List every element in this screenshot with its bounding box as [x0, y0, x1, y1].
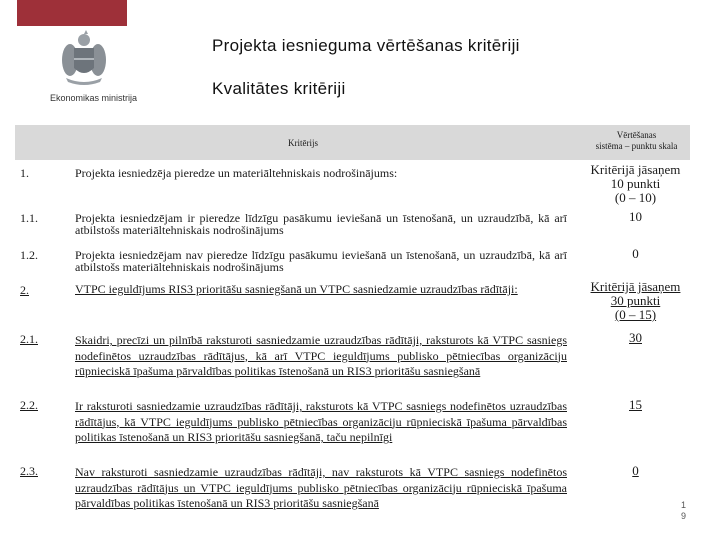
row-text: Skaidri, precīzi un pilnībā raksturoti sasniedzamie uzraudzības rādītāji, raksturots kā VTPC sasniegs nodefinētos uzraudzības rādītājus, kā arī VTPC ieguldījums publisko pētniecības organizāciju rūpnieciskā īpašuma pārvaldības politikas īstenošanā un RIS3 prioritāšu sasniegšanā — [75, 333, 567, 378]
table-header-score-line1: Vērtēšanas — [616, 130, 657, 140]
row-text: Projekta iesniedzēja pieredze un materiāltehniskais nodrošinājums: — [75, 166, 398, 180]
row-text: Projekta iesniedzējam nav pieredze līdzīgu pasākumu ieviešanā un īstenošanā, un uzraudzībā, kā arī atbilstošs materiāltehniskais nodrošinājums — [75, 249, 567, 273]
row-text: Ir raksturoti sasniedzamie uzraudzības rādītāji, raksturots kā VTPC sasniegs nodefinētos uzraudzības rādītājus, kā VTPC ieguldījums publisko pētniecības organizāciju rūpnieciskā īpašuma pārvaldības politikas īstenošanā un RIS3 prioritāšu sasniegšanā, taču nepilnīgi — [75, 399, 567, 444]
page-subtitle: Kvalitātes kritēriji — [212, 79, 346, 98]
row-number: 2. — [20, 283, 29, 297]
row-text: Nav raksturoti sasniedzamie uzraudzības rādītāji, nav raksturots kā VTPC sasniegs nodefinētos uzraudzības rādītājus un VTPC ieguldījums publisko pētniecības organizāciju rūpnieciskā īpašuma pārvaldības politikas īstenošanā un RIS3 prioritāšu sasniegšanā — [75, 465, 567, 510]
row-score: 30 — [629, 330, 642, 345]
score-line: (0 – 15) — [614, 307, 657, 322]
row-number: 1. — [20, 166, 29, 180]
row-score-requirement — [583, 280, 688, 322]
row-score: 15 — [629, 397, 642, 412]
score-line: Kritērijā jāsaņem — [590, 279, 681, 294]
table-header-score-line2: sistēma – punktu skala — [595, 141, 678, 151]
page-number — [681, 500, 686, 522]
row-text: Projekta iesniedzējam ir pieredze līdzīgu pasākumu ieviešanā un īstenošanā, un uzraudzībā, kā arī atbilstošs materiāltehniskais nodrošinājums — [75, 212, 567, 236]
score-line: 30 punkti — [610, 293, 661, 308]
row-number: 1.1. — [20, 211, 38, 225]
page-number-digit: 9 — [681, 511, 687, 521]
page-number-digit: 1 — [681, 500, 687, 510]
row-text: VTPC ieguldījums RIS3 prioritāšu sasniegšanā un VTPC sasniedzamie uzraudzības rādītāji: — [75, 283, 518, 296]
page-title: Projekta iesnieguma vērtēšanas kritēriji — [212, 36, 520, 55]
score-line: Kritērijā jāsaņem — [590, 162, 681, 177]
table-header-score — [583, 130, 690, 152]
row-score: 10 — [629, 209, 642, 224]
row-score-requirement — [583, 163, 688, 205]
table-header-criterion: Kritērijs — [288, 138, 318, 148]
score-line: 10 punkti — [610, 176, 661, 191]
row-score: 0 — [632, 246, 639, 261]
score-line: (0 – 10) — [614, 190, 657, 205]
coat-of-arms-icon — [60, 30, 108, 86]
row-number: 1.2. — [20, 248, 38, 262]
brand-bar — [17, 0, 127, 26]
ministry-name: Ekonomikas ministrija — [50, 93, 138, 103]
row-score: 0 — [632, 463, 639, 478]
row-number: 2.2. — [20, 398, 38, 412]
row-number: 2.1. — [20, 332, 38, 346]
row-number: 2.3. — [20, 464, 38, 478]
